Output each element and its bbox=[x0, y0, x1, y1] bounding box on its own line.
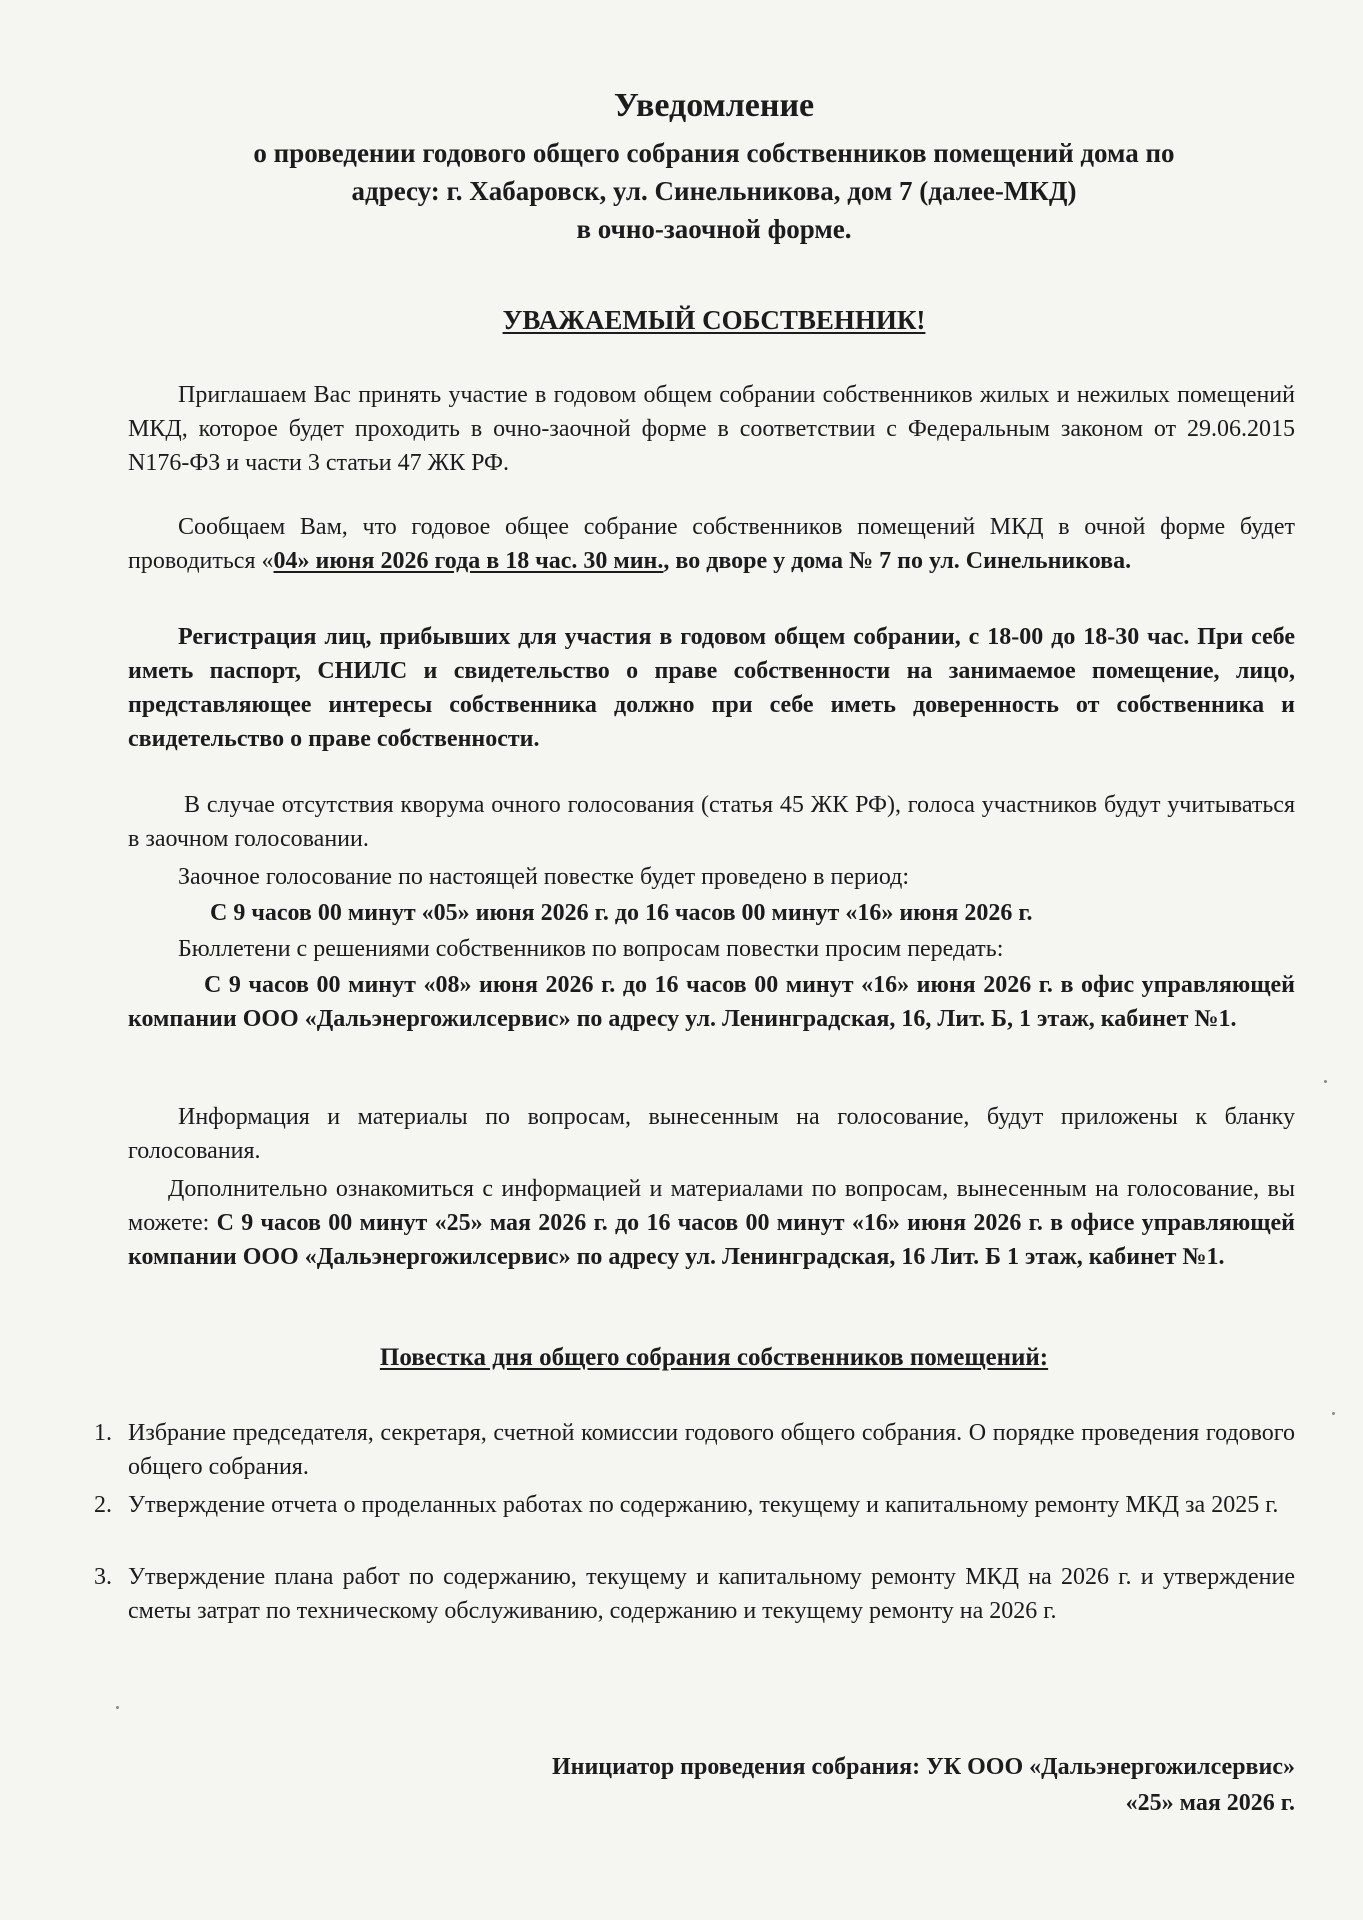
document-title: Уведомление bbox=[613, 87, 815, 124]
agenda-item-number: 3. bbox=[94, 1564, 112, 1590]
meeting-intro-text: Сообщаем Вам, что годовое общее собрание собственников помещений МКД в очной форме будет проводиться « bbox=[128, 514, 1295, 574]
review-materials-paragraph bbox=[128, 1172, 1295, 1274]
meeting-time-paragraph bbox=[128, 510, 1295, 578]
subtitle-line-2: адресу: г. Хабаровск, ул. Синельникова, дом 7 (далее-МКД) bbox=[351, 176, 1077, 206]
agenda-title: Повестка дня общего собрания собственников помещений: bbox=[379, 1344, 1049, 1371]
quorum-paragraph: В случае отсутствия кворума очного голосования (статья 45 ЖК РФ), голоса участников будут учитываться в заочном голосовании. bbox=[128, 792, 1295, 852]
ballot-submission-details: С 9 часов 00 минут «08» июня 2026 г. до 16 часов 00 минут «16» июня 2026 г. в офис управляющей компании ООО «Дальэнергожилсервис» по адресу ул. Ленинградская, 16, Лит. Б, 1 этаж, кабинет №1. bbox=[128, 972, 1295, 1032]
subtitle-line-3: в очно-заочной форме. bbox=[576, 214, 852, 244]
meeting-date-text: 04» июня 2026 года в 18 час. 30 мин. bbox=[273, 548, 664, 574]
subtitle-line-1: о проведении годового общего собрания собственников помещений дома по bbox=[253, 138, 1175, 168]
agenda-item-number: 1. bbox=[94, 1420, 112, 1446]
ballot-submission-paragraph: Бюллетени с решениями собственников по вопросам повестки просим передать: bbox=[178, 936, 1004, 962]
invitation-paragraph: Приглашаем Вас принять участие в годовом общем собрании собственников жилых и нежилых помещений МКД, которое будет проходить в очно-заочной форме в соответствии с Федеральным законом от 29.06.2015 N176-ФЗ и части 3 статьи 47 ЖК РФ. bbox=[128, 382, 1295, 476]
initiator-signature: Инициатор проведения собрания: УК ООО «Дальэнергожилсервис» bbox=[551, 1754, 1295, 1780]
absentee-voting-period: С 9 часов 00 минут «05» июня 2026 г. до 16 часов 00 минут «16» июня 2026 г. bbox=[210, 900, 1033, 926]
scan-speck bbox=[1324, 1080, 1327, 1083]
signature-date: «25» мая 2026 г. bbox=[1125, 1790, 1295, 1816]
scan-speck bbox=[1332, 1412, 1335, 1415]
absentee-voting-paragraph: Заочное голосование по настоящей повестке будет проведено в период: bbox=[178, 864, 910, 890]
agenda-item-number: 2. bbox=[94, 1492, 112, 1518]
document-subtitle bbox=[150, 134, 1278, 248]
greeting-heading: УВАЖАЕМЫЙ СОБСТВЕННИК! bbox=[502, 305, 926, 335]
agenda-item-text: Утверждение отчета о проделанных работах по содержанию, текущему и капитальному ремонту МКД за 2025 г. bbox=[128, 1492, 1279, 1518]
review-details-text: С 9 часов 00 минут «25» мая 2026 г. до 16 часов 00 минут «16» июня 2026 г. в офисе управляющей компании ООО «Дальэнергожилсервис» по адресу ул. Ленинградская, 16 Лит. Б 1 этаж, кабинет №1. bbox=[128, 1210, 1295, 1270]
registration-paragraph: Регистрация лиц, прибывших для участия в годовом общем собрании, с 18-00 до 18-30 час. При себе иметь паспорт, СНИЛС и свидетельство о праве собственности на занимаемое помещение, лицо, представляющее интересы собственника должно при себе иметь доверенность от собственника и свидетельство о праве собственности. bbox=[128, 624, 1295, 752]
meeting-place-text: , во дворе у дома № 7 по ул. Синельникова. bbox=[663, 548, 1132, 574]
review-intro-text: Дополнительно ознакомиться с информацией и материалами по вопросам, вынесенным на голосование, вы можете: bbox=[128, 1176, 1295, 1236]
materials-paragraph: Информация и материалы по вопросам, вынесенным на голосование, будут приложены к бланку голосования. bbox=[128, 1104, 1295, 1164]
agenda-item-text: Утверждение плана работ по содержанию, текущему и капитальному ремонту МКД на 2026 г. и утверждение сметы затрат по техническому обслуживанию, содержанию и текущему ремонту на 2026 г. bbox=[128, 1564, 1295, 1624]
agenda-item-text: Избрание председателя, секретаря, счетной комиссии годового общего собрания. О порядке проведения годового общего собрания. bbox=[128, 1420, 1295, 1480]
scan-speck bbox=[116, 1706, 119, 1709]
